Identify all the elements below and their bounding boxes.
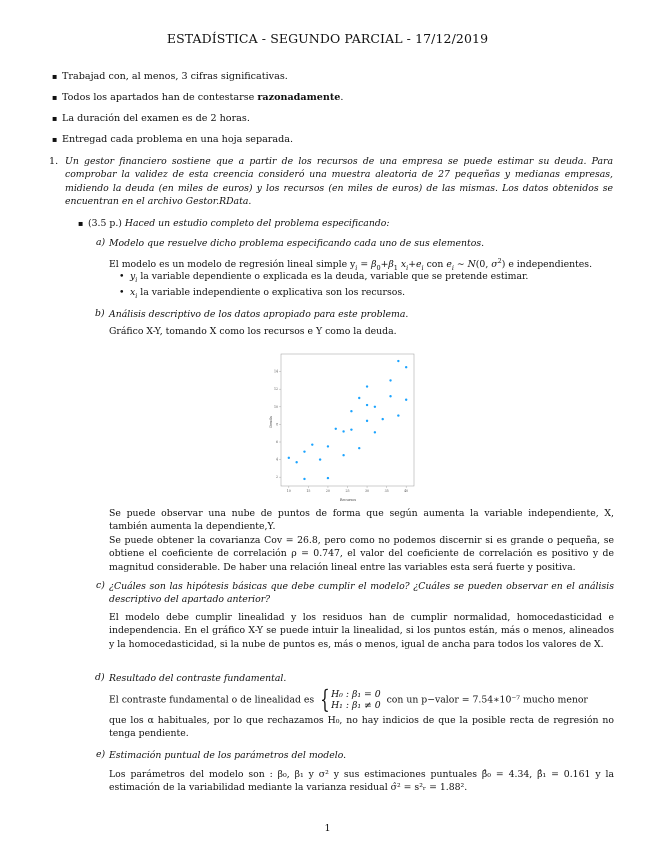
scatter-chart <box>268 352 418 504</box>
y-tick-label: 10 <box>273 404 278 409</box>
page-number: 1 <box>324 823 331 834</box>
part-e-answer: Los parámetros del modelo son : β₀, β₁ y σ² y sus estimaciones puntuales β̂₀ = 4.34, β̂₁ = 0.161 y la estimación de la variabilidad mediante la varianza residual σ̂² = s²ᵣ = 1.88². <box>109 769 614 794</box>
problem-number: 1. <box>49 156 59 167</box>
scatter-point <box>405 366 407 368</box>
scatter-point <box>319 458 321 460</box>
scatter-point <box>382 418 384 420</box>
y-tick-label: 4 <box>275 457 278 462</box>
problem-statement: Un gestor financiero sostiene que a partir de los recursos de una empresa se puede estimar su deuda. Para comprobar la validez de esta creencia consideró una muestra aleatoria de 27 pequeñas y medianas empresas, midiendo la deuda (en miles de euros) y los recursos (en miles de euros) de las mismas. Los datos obtenidos se encuentran en el archivo Gestor.RData. <box>65 156 613 207</box>
page-title: ESTADÍSTICA - SEGUNDO PARCIAL - 17/12/2019 <box>166 31 489 46</box>
x-tick-label: 20 <box>325 489 330 493</box>
part-b-observation: Se puede observar una nube de puntos de forma que según aumenta la variable independiente, X, también aumenta la dependiente,Y. <box>109 508 614 533</box>
scatter-point <box>366 385 368 387</box>
scatter-point <box>350 428 352 430</box>
part-b-correlation: Se puede obtener la covarianza Cov = 26.8, pero como no podemos discernir si es grande o pequeña, se obtiene el coeficiente de correlación ρ = 0.747, el valor del coeficiente de correlación es positivo y de magnitud considerable. De haber una relación lineal entre las variables esta será fuerte y positiva. <box>109 535 614 573</box>
scatter-point <box>350 410 352 412</box>
part-d-hypotheses: El contraste fundamental o de linealidad es {H₀ : β₁ = 0 H₁ : β₁ ≠ 0 con un p−valor = 7.54∗10⁻⁷ mucho menor <box>109 685 588 714</box>
scatter-point <box>374 431 376 433</box>
scatter-point <box>358 397 360 399</box>
scatter-point <box>389 395 391 397</box>
x-axis-label: Recursos <box>339 498 357 502</box>
part-b-intro: Gráfico X-Y, tomando X como los recursos e Y como la deuda. <box>109 326 397 337</box>
x-tick-label: 25 <box>345 489 350 493</box>
part-a-label: a) <box>96 237 106 248</box>
scatter-point <box>397 414 399 416</box>
y-tick-label: 8 <box>275 422 278 427</box>
x-tick-label: 40 <box>404 489 409 493</box>
scatter-point <box>327 445 329 447</box>
scatter-point <box>358 447 360 449</box>
part-c-question: ¿Cuáles son las hipótesis básicas que debe cumplir el modelo? ¿Cuáles se pueden observar en el análisis descriptivo del apartado anterior? <box>109 581 614 606</box>
rule-item: ▪ Trabajad con, al menos, 3 cifras significativas. <box>62 71 288 82</box>
scatter-point <box>303 450 305 452</box>
y-axis-label: Deuda <box>269 416 273 428</box>
x-tick-label: 35 <box>384 489 389 493</box>
scatter-point <box>335 428 337 430</box>
part-c-label: c) <box>96 580 105 591</box>
x-tick-label: 30 <box>365 489 370 493</box>
scatter-point <box>288 457 290 459</box>
rule-item: ▪ Todos los apartados han de contestarse razonadamente. <box>62 92 343 103</box>
plot-frame <box>281 354 414 486</box>
part-a-bullet: • $x_i$ la variable independiente o explicativa son los recursos. <box>119 287 406 300</box>
scatter-point <box>295 461 297 463</box>
scatter-point <box>327 477 329 479</box>
part-e-question: Estimación puntual de los parámetros del modelo. <box>109 750 347 761</box>
part-d-question: Resultado del contraste fundamental. <box>109 673 287 684</box>
part-b-question: Análisis descriptivo de los datos apropiado para este problema. <box>109 309 409 320</box>
part-e-label: e) <box>96 749 106 760</box>
scatter-point <box>311 443 313 445</box>
task-points: (3.5 p.) <box>88 218 122 229</box>
scatter-point <box>389 379 391 381</box>
scatter-point <box>366 420 368 422</box>
x-tick-label: 15 <box>306 489 311 493</box>
scatter-point <box>342 430 344 432</box>
y-tick-label: 6 <box>275 440 278 444</box>
part-a-question: Modelo que resuelve dicho problema especificando cada uno de sus elementos. <box>109 238 485 249</box>
x-tick-label: 10 <box>286 489 291 493</box>
part-d-label: d) <box>95 672 105 683</box>
scatter-point <box>303 478 305 480</box>
y-tick-label: 14 <box>273 369 278 374</box>
part-a-answer: El modelo es un modelo de regresión lineal simple $y_i = \beta_0+\beta_1$ $x_i+e_i$ con $e_i$ ∼ N(0, $\sigma^2$) e independientes. <box>109 257 593 272</box>
y-tick-label: 2 <box>275 475 278 480</box>
task-text: Haced un estudio completo del problema especificando: <box>124 218 390 229</box>
scatter-point <box>366 404 368 406</box>
scatter-point <box>342 454 344 456</box>
scatter-point <box>374 406 376 408</box>
part-a-bullet: • $y_i$ la variable dependiente o explicada es la deuda, variable que se pretende estimar. <box>119 271 529 284</box>
scatter-point <box>397 360 399 362</box>
task-line: ▪ (3.5 p.) Haced un estudio completo del problema especificando: <box>78 218 390 229</box>
part-d-answer: que los α habituales, por lo que rechazamos H₀, no hay indicios de que la posible recta de regresión no tenga pendiente. <box>109 715 614 740</box>
part-c-answer: El modelo debe cumplir linealidad y los residuos han de cumplir normalidad, homocedasticidad e independencia. En el gráfico X-Y se puede intuir la linealidad, si los puntos están, más o menos, alineados y la homocedasticidad, si la nube de puntos es, más o menos, igual de ancha para todos los valores de X. <box>109 612 614 650</box>
rule-item: ▪ Entregad cada problema en una hoja separada. <box>62 134 293 145</box>
y-tick-label: 12 <box>273 387 278 392</box>
rule-item: ▪ La duración del examen es de 2 horas. <box>62 113 250 124</box>
scatter-point <box>405 399 407 401</box>
part-b-label: b) <box>95 308 105 319</box>
